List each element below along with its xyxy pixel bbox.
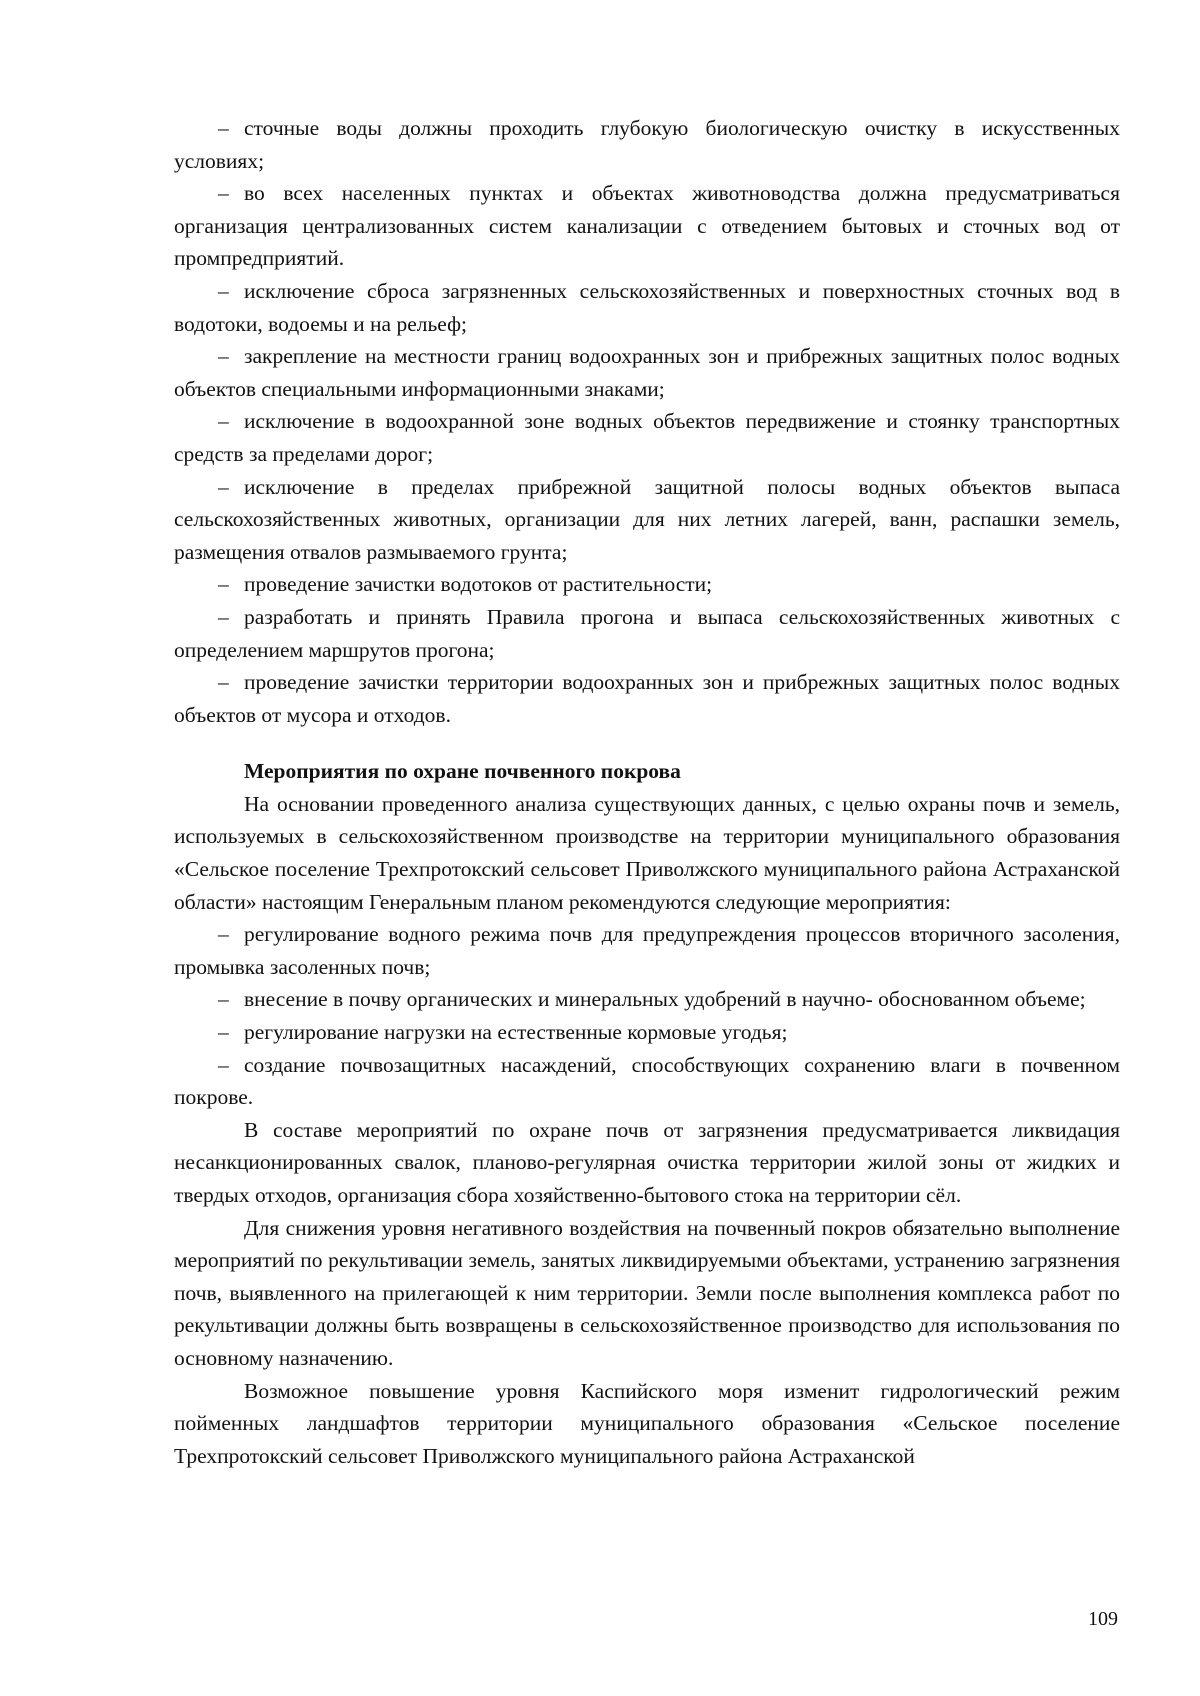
list-item — [174, 112, 1120, 177]
dash: – — [218, 604, 229, 629]
list-item-text: проведение зачистки территории водоохранных зон и прибрежных защитных полос водных объектов от мусора и отходов. — [174, 670, 1120, 727]
list-item — [174, 601, 1120, 666]
list-item-text: внесение в почву органических и минеральных удобрений в научно- обоснованном объеме; — [244, 987, 1086, 1012]
dash: – — [218, 1052, 229, 1077]
list-item — [174, 1049, 1120, 1114]
list-item — [174, 666, 1120, 731]
list-item-text: сточные воды должны проходить глубокую биологическую очистку в искусственных условиях; — [174, 116, 1120, 173]
list-item-text: исключение в водоохранной зоне водных объектов передвижение и стоянку транспортных средств за пределами дорог; — [174, 409, 1120, 466]
list-item-text: создание почвозащитных насаждений, способствующих сохранению влаги в почвенном покрове. — [174, 1052, 1120, 1110]
dash: – — [218, 572, 229, 597]
intro-paragraph: На основании проведенного анализа существующих данных, с целью охраны почв и земель, используемых в сельскохозяйственном производстве на территории муниципального образования «Сельское поселение Трехпротокский сельсовет Приволжского муниципального района Астраханской области» настоящим Генеральным планом рекомендуются следующие мероприятия: — [174, 791, 1120, 914]
list-item-text: исключение в пределах прибрежной защитной полосы водных объектов выпаса сельскохозяйственных животных, организации для них летних лагерей, ванн, распашки земель, размещения отвалов размываемого грунта; — [174, 474, 1120, 564]
list-item-text: во всех населенных пунктах и объектах животноводства должна предусматриваться организация централизованных систем канализации с отведением бытовых и сточных вод от промпредприятий. — [174, 181, 1120, 271]
list-item — [174, 1016, 1120, 1049]
dash: – — [218, 474, 229, 499]
list-item-text: исключение сброса загрязненных сельскохозяйственных и поверхностных сточных вод в водотоки, водоемы и на рельеф; — [174, 278, 1120, 336]
list-item — [174, 918, 1120, 983]
list-item — [174, 340, 1120, 405]
list-item — [174, 983, 1120, 1016]
recultivation-paragraph: Для снижения уровня негативного воздействия на почвенный покров обязательно выполнение мероприятий по рекультивации земель, занятых ликвидируемыми объектами, устранению загрязнения почв, выявленного на прилегающей к ним территории. Земли после выполнения комплекса работ по рекультивации должны быть возвращены в сельскохозяйственное производство для использования по основному назначению. — [174, 1215, 1120, 1370]
dash: – — [218, 344, 229, 369]
list-item-text: разработать и принять Правила прогона и выпаса сельскохозяйственных животных с определением маршрутов прогона; — [174, 604, 1120, 662]
dash: – — [218, 278, 229, 303]
page-number: 109 — [1088, 1608, 1118, 1630]
list-item — [174, 405, 1120, 470]
dash: – — [218, 116, 229, 140]
dash: – — [218, 1020, 229, 1045]
soil-protection-list — [174, 918, 1120, 1114]
dash: – — [218, 181, 229, 206]
list-item-text: регулирование нагрузки на естественные кормовые угодья; — [244, 1020, 788, 1045]
dash: – — [218, 922, 229, 947]
pollution-paragraph: В составе мероприятий по охране почв от загрязнения предусматривается ликвидация несанкционированных свалок, планово-регулярная очистка территории жилой зоны от жидких и твердых отходов, организация сбора хозяйственно-бытового стока на территории сёл. — [174, 1117, 1120, 1207]
list-item-text: проведение зачистки водотоков от растительности; — [244, 572, 713, 597]
water-protection-list — [174, 112, 1120, 731]
list-item — [174, 275, 1120, 340]
dash: – — [218, 409, 229, 434]
document-page — [174, 112, 1120, 1472]
list-item — [174, 177, 1120, 275]
caspian-paragraph: Возможное повышение уровня Каспийского моря изменит гидрологический режим пойменных ландшафтов территории муниципального образования «Сельское поселение Трехпротокский сельсовет Приволжского муниципального района Астраханской — [174, 1378, 1120, 1468]
list-item — [174, 568, 1120, 601]
list-item-text: регулирование водного режима почв для предупреждения процессов вторичного засоления, промывка засоленных почв; — [174, 922, 1120, 979]
dash: – — [218, 987, 229, 1012]
dash: – — [218, 670, 229, 695]
list-item — [174, 471, 1120, 569]
list-item-text: закрепление на местности границ водоохранных зон и прибрежных защитных полос водных объектов специальными информационными знаками; — [174, 344, 1120, 401]
section-heading: Мероприятия по охране почвенного покрова — [244, 759, 681, 784]
